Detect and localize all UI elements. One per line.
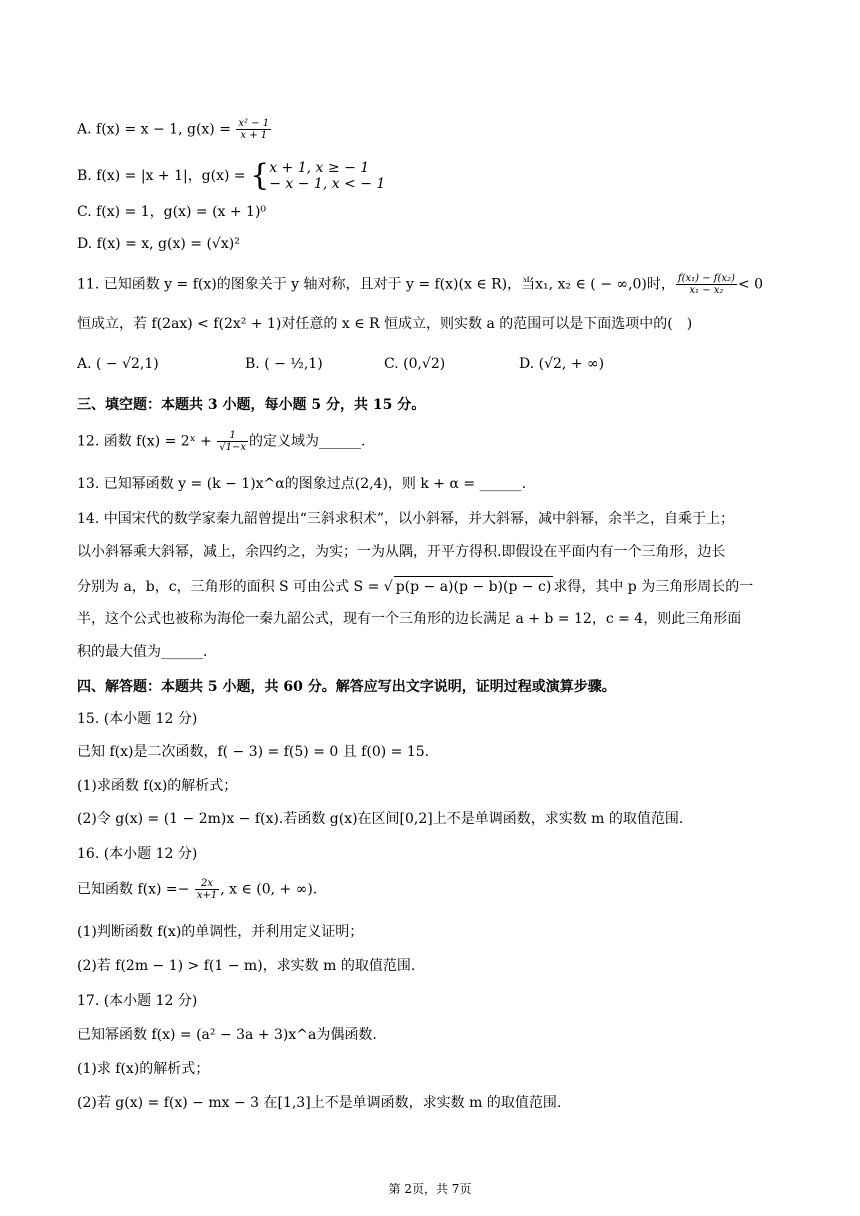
q16-line-3: (2)若 f(2m − 1) > f(1 − m)，求实数 m 的取值范围. [77, 958, 416, 974]
q13: 13. 已知幂函数 y = (k − 1)x^α的图象过点(2,4)，则 k + α = ______. [77, 476, 527, 492]
q10-option-a [77, 118, 272, 141]
q16-heading: 16. (本小题 12 分) [77, 846, 198, 862]
brace-symbol: { [250, 158, 270, 193]
sqrt-symbol: √ [383, 579, 393, 595]
q11-option-d: D. (√2, + ∞) [519, 356, 605, 372]
q16-line-2: (1)判断函数 f(x)的单调性，并利用定义证明； [77, 924, 364, 940]
q11-line-2: 恒成立，若 f(2ax) < f(2x² + 1)对任意的 x ∈ R 恒成立，则实数 a 的范围可以是下面选项中的( ) [77, 316, 693, 332]
q17-heading: 17. (本小题 12 分) [77, 993, 198, 1009]
q10-option-a-text: A. f(x) = x − 1, g(x) = [77, 121, 236, 138]
q10-option-c: C. f(x) = 1，g(x) = (x + 1)⁰ [77, 204, 267, 220]
q16-line-1: 已知函数 f(x) =− $\frac{2x}{x+1}$ , x ∈ (0, + ∞). [77, 878, 318, 901]
q10-option-b [77, 160, 385, 192]
q11-option-c: C. (0,√2) [384, 356, 446, 372]
q15-line-3: (2)令 g(x) = (1 − 2m)x − f(x).若函数 g(x)在区间[0,2]上不是单调函数，求实数 m 的取值范围. [77, 811, 684, 827]
q11-fraction: $\frac{\text{f(x₁) − f(x₂)}}{\text{x₁ − x₂}}$ [677, 273, 735, 296]
q14-line-4: 半，这个公式也被称为海伦一秦九韶公式，现有一个三角形的边长满足 a + b = 12，c = 4，则此三角形面 [77, 611, 742, 627]
q11-option-a: A. ( − √2,1) [77, 356, 159, 372]
section-3-heading: 三、填空题：本题共 3 小题，每小题 5 分，共 15 分。 [77, 397, 426, 413]
q17-line-3: (2)若 g(x) = f(x) − mx − 3 在[1,3]上不是单调函数，求实数 m 的取值范围. [77, 1095, 562, 1111]
q14-line-2: 以小斜幂乘大斜幂，减上，余四约之，为实；一为从隅，开平方得积.即假设在平面内有一个三角形，边长 [77, 544, 726, 560]
q10-option-b-text: B. f(x) = |x + 1|，g(x) = [77, 168, 251, 184]
q10-option-a-fraction: $\frac{\text{x² − 1}}{x + 1}$ [238, 118, 270, 141]
q12: 12. 函数 f(x) = 2ˣ + $\frac{1}{√1-x}$ 的定义域为______. [77, 430, 366, 453]
q15-line-2: (1)求函数 f(x)的解析式； [77, 778, 238, 794]
q17-line-1: 已知幂函数 f(x) = (a² − 3a + 3)x^a为偶函数. [77, 1027, 377, 1043]
q12-fraction: $\frac{1}{√1-x}$ [219, 430, 247, 453]
q11-option-b: B. ( − ½,1) [245, 356, 323, 372]
q15-line-1: 已知 f(x)是二次函数，f( − 3) = f(5) = 0 且 f(0) = 15. [77, 744, 430, 760]
page-footer: 第 2页，共 7页 [388, 1182, 472, 1196]
q10-option-b-cases: x + 1, x ≥ − 1 − x − 1, x < − 1 [269, 160, 386, 192]
q14-line-3: 分别为 a，b，c，三角形的面积 S 可由公式 S = √ p(p − a)(p − b)(p − c) 求得，其中 p 为三角形周长的一 [77, 576, 753, 597]
q14-line-5: 积的最大值为______. [77, 644, 208, 660]
q17-line-2: (1)求 f(x)的解析式； [77, 1061, 210, 1077]
q15-heading: 15. (本小题 12 分) [77, 711, 198, 727]
section-4-heading: 四、解答题：本题共 5 小题，共 60 分。解答应写出文字说明，证明过程或演算步骤。 [77, 679, 616, 695]
q11-line-1: 11. 已知函数 y = f(x)的图象关于 y 轴对称，且对于 y = f(x)(x ∈ R)，当x₁, x₂ ∈ ( − ∞,0)时， $\frac{\text{f(x₁) − f(x₂)}}{\text{x₁ − x₂}}$ < 0 [77, 273, 764, 296]
q14-sqrt-expression: p(p − a)(p − b)(p − c) [394, 576, 554, 597]
q10-option-d: D. f(x) = x, g(x) = (√x)² [77, 236, 240, 252]
q16-fraction: $\frac{2x}{x+1}$ [196, 878, 218, 901]
q14-line-1: 14. 中国宋代的数学家秦九韶曾提出“三斜求积术”，以小斜幂，并大斜幂，减中斜幂，余半之，自乘于上； [77, 511, 735, 527]
